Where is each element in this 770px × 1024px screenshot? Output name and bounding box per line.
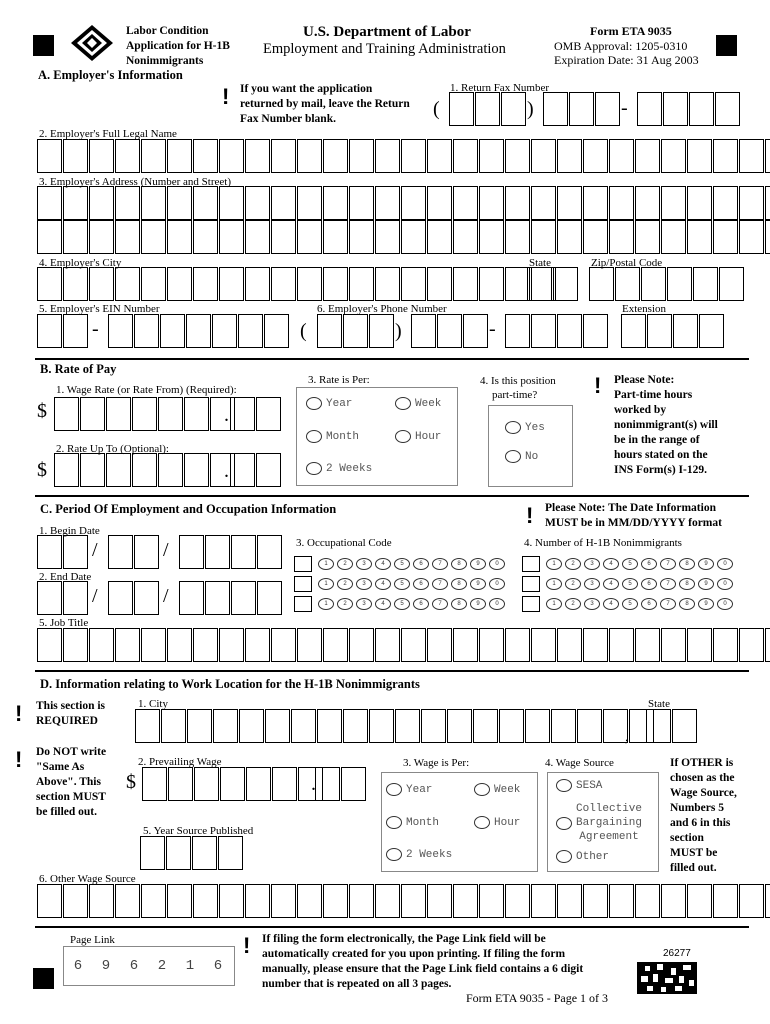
digit-bubble[interactable]: 7 [660,598,676,610]
note-line: chosen as the [670,772,735,784]
digit-box[interactable] [522,576,540,592]
digit-bubble[interactable]: 6 [641,598,657,610]
date-separator: / [92,539,98,561]
agency-name: Employment and Training Administration [263,41,506,57]
fax-area-code-input[interactable] [449,92,527,126]
page-link-digit: 6 [129,958,139,974]
title-line: Labor Condition [126,25,209,37]
rate-per-label: 3. Rate is Per: [308,374,370,386]
digit-bubble[interactable]: 8 [451,578,467,590]
legal-name-label: 2. Employer's Full Legal Name [39,128,177,140]
digit-bubble[interactable]: 0 [717,598,733,610]
rate-hour-radio[interactable] [395,430,441,443]
page-footer: Form ETA 9035 - Page 1 of 3 [466,991,609,1005]
department-name: U.S. Department of Labor [303,24,471,40]
digit-bubble[interactable]: 4 [375,578,391,590]
prevailing-wage-input[interactable] [142,767,324,801]
digit-bubble[interactable]: 5 [622,578,638,590]
digit-bubble[interactable]: 9 [470,578,486,590]
dash: - [489,318,496,340]
comma: , [625,728,629,745]
note-line: filled out. [670,862,717,874]
section-divider [35,358,749,360]
exclamation-icon: ! [15,701,23,726]
digit-bubble[interactable]: 2 [565,578,581,590]
digit-bubble[interactable]: 6 [413,598,429,610]
digit-row [294,596,508,612]
note-line: nonimmigrant(s) will [614,419,718,431]
digit-bubble[interactable]: 4 [375,598,391,610]
digit-bubble[interactable]: 1 [546,558,562,570]
phone-prefix-input[interactable] [411,314,489,348]
address-line1-input[interactable] [37,186,770,220]
digit-box[interactable] [294,596,312,612]
phone-area-code-input[interactable] [317,314,395,348]
page-link-digit: 9 [101,958,111,974]
registration-mark [716,35,737,56]
digit-bubble[interactable]: 2 [337,598,353,610]
note-line: hours stated on the [614,449,708,461]
note-line: REQUIRED [36,715,98,727]
begin-day-input[interactable] [108,535,160,569]
digit-bubble[interactable]: 1 [318,578,334,590]
phone-label: 6. Employer's Phone Number [317,303,447,315]
decimal-point: . [311,773,316,795]
wage-per-label: 3. Wage is Per: [403,757,470,769]
digit-bubble[interactable]: 2 [337,578,353,590]
zip-label: Zip/Postal Code [591,257,663,269]
digit-bubble[interactable]: 6 [413,558,429,570]
prevailing-wage-label: 2. Prevailing Wage [138,756,222,768]
label-line: 4. Is this position [480,375,556,387]
note-line: This section is [36,700,106,712]
note-line: section [670,832,704,844]
dol-seal-icon [70,24,114,62]
exclamation-icon: ! [594,373,602,398]
end-day-input[interactable] [108,581,160,615]
dollar-sign: $ [126,771,136,793]
digit-box[interactable] [522,596,540,612]
digit-bubble[interactable]: 9 [470,598,486,610]
note-line: MUST be [670,847,718,859]
digit-bubble[interactable]: 3 [356,578,372,590]
digit-bubble[interactable]: 9 [698,558,714,570]
note-line: section MUST [36,791,106,803]
digit-bubble[interactable]: 7 [432,598,448,610]
form-number: Form ETA 9035 [590,24,672,38]
note-line: Wage Source, [670,787,737,799]
option-label: Other [576,850,610,863]
option-label: Year [326,397,353,410]
part-time-note [614,373,718,478]
digit-bubble[interactable]: 4 [603,558,619,570]
paren-open: ( [433,98,440,120]
note-line: returned by mail, leave the Return [240,98,410,110]
page-link-digit: 2 [157,958,167,974]
fax-line-input[interactable] [637,92,741,126]
option-label: 2 Weeks [326,462,373,475]
rate-month-radio[interactable] [306,430,359,443]
digit-bubble[interactable]: 9 [698,578,714,590]
work-city-input[interactable] [135,709,655,743]
digit-bubble[interactable]: 5 [394,598,410,610]
exclamation-icon: ! [222,84,230,109]
digit-bubble[interactable]: 5 [394,558,410,570]
digit-box[interactable] [294,556,312,572]
wage-source-label: 4. Wage Source [545,757,614,769]
city-input[interactable] [37,267,557,301]
page-link-digit: 1 [185,958,195,974]
option-label: Hour [415,430,442,443]
job-title-input[interactable] [37,628,770,662]
digit-bubble[interactable]: 9 [470,558,486,570]
other-source-note [670,756,737,876]
option-label: No [525,450,539,463]
title-line: Application for H-1B [126,40,230,52]
end-date-label: 2. End Date [39,571,92,583]
job-title-label: 5. Job Title [39,617,89,629]
section-d-title: D. Information relating to Work Location for the H-1B Nonimmigrants [40,677,420,691]
section-divider [35,495,749,497]
note-line: Part-time hours [614,389,693,401]
wage-rate-label: 1. Wage Rate (or Rate From) (Required): [56,384,237,396]
digit-bubble[interactable]: 4 [375,558,391,570]
decimal-point: . [224,460,229,482]
digit-bubble[interactable]: 5 [622,598,638,610]
note-line: INS Form(s) I-129. [614,464,707,476]
note-line: and 6 in this [670,817,731,829]
note-line: manually, please ensure that the Page Link field contains a 6 digit [262,963,584,975]
option-label: SESA [576,779,603,792]
end-year-input[interactable] [179,581,283,615]
option-label: Hour [494,816,521,829]
note-line: worked by [614,404,667,416]
wage-source-other-radio[interactable] [556,850,609,863]
date-separator: / [163,585,169,607]
barcode-icon [637,962,697,994]
digit-bubble[interactable]: 2 [337,558,353,570]
note-line: Above". This [36,776,101,788]
date-separator: / [163,539,169,561]
note-line: If you want the application [240,83,373,95]
rate-2weeks-radio[interactable] [306,462,372,475]
form-short-title [126,24,230,69]
digit-bubble[interactable]: 1 [318,558,334,570]
omb-approval: OMB Approval: 1205-0310 [554,39,688,53]
year-source-input[interactable] [140,836,244,870]
digit-bubble[interactable]: 0 [489,578,505,590]
part-time-no-radio[interactable] [505,450,538,463]
ein-suffix-input[interactable] [108,314,290,348]
num-nonimmigrants-label: 4. Number of H-1B Nonimmigrants [524,537,682,549]
paren-close: ) [527,98,534,120]
wage-source-collective-radio[interactable] [556,802,642,844]
rate-year-radio[interactable] [306,397,352,410]
exclamation-icon: ! [243,933,251,958]
digit-bubble[interactable]: 4 [603,578,619,590]
paren-open: ( [300,320,307,342]
year-source-label: 5. Year Source Published [143,825,254,837]
wage-week-radio[interactable] [474,783,520,796]
digit-bubble[interactable]: 5 [622,558,638,570]
address-label: 3. Employer's Address (Number and Street) [39,176,231,188]
digit-bubble[interactable]: 5 [394,578,410,590]
section-divider [35,926,749,928]
exclamation-icon: ! [526,503,534,528]
ein-prefix-input[interactable] [37,314,89,348]
note-line: Please Note: [614,374,675,386]
wage-year-radio[interactable] [386,783,432,796]
paren-close: ) [395,320,402,342]
note-line: automatically created for you upon printing. If filing the form [262,948,566,960]
digit-row [522,596,736,612]
digit-bubble[interactable]: 3 [584,598,600,610]
dollar-sign: $ [37,400,47,422]
fax-prefix-input[interactable] [543,92,621,126]
rate-up-to-label: 2. Rate Up To (Optional): [56,443,169,455]
work-city-label: 1. City [138,698,168,710]
exclamation-icon: ! [15,747,23,772]
option-label: Month [406,816,440,829]
expiration-date: Expiration Date: 31 Aug 2003 [554,53,699,67]
digit-bubble[interactable]: 8 [679,578,695,590]
dash: - [92,318,99,340]
date-format-note [545,501,722,531]
address-line2-input[interactable] [37,220,770,254]
note-line: Numbers 5 [670,802,724,814]
barcode-number: 26277 [663,948,691,959]
date-separator: / [92,585,98,607]
digit-bubble[interactable]: 4 [603,598,619,610]
city-label: 4. Employer's City [39,257,122,269]
wage-2weeks-radio[interactable] [386,848,452,861]
wage-rate-cents-input[interactable] [230,397,282,431]
digit-bubble[interactable]: 6 [641,578,657,590]
same-as-note [36,745,106,820]
digit-bubble[interactable]: 3 [356,598,372,610]
note-line: MUST be in MM/DD/YYYY format [545,517,722,529]
section-b-title: B. Rate of Pay [40,362,117,376]
registration-mark [33,35,54,56]
digit-bubble[interactable]: 0 [489,598,505,610]
prevailing-wage-cents-input[interactable] [315,767,367,801]
wage-source-sesa-radio[interactable] [556,779,602,792]
part-time-label [480,374,556,402]
digit-bubble[interactable]: 0 [717,578,733,590]
phone-line-input[interactable] [505,314,609,348]
digit-bubble[interactable]: 1 [546,598,562,610]
rate-up-to-input[interactable] [54,453,236,487]
other-source-label: 6. Other Wage Source [39,873,136,885]
digit-bubble[interactable]: 6 [413,578,429,590]
section-c-title: C. Period Of Employment and Occupation Information [40,502,337,516]
note-line: number that is repeated on all 3 pages. [262,978,452,990]
decimal-point: . [224,404,229,426]
work-state-input[interactable] [646,709,698,743]
required-note [36,699,105,729]
page-link-note [262,932,583,992]
digit-bubble[interactable]: 8 [679,558,695,570]
begin-month-input[interactable] [37,535,89,569]
page-link-field[interactable] [63,946,235,986]
rate-week-radio[interactable] [395,397,441,410]
digit-bubble[interactable]: 7 [660,558,676,570]
option-label: Week [494,783,521,796]
dollar-sign: $ [37,459,47,481]
wage-month-radio[interactable] [386,816,439,829]
wage-rate-input[interactable] [54,397,236,431]
digit-bubble[interactable]: 9 [698,598,714,610]
digit-bubble[interactable]: 0 [717,558,733,570]
legal-name-input[interactable] [37,139,770,173]
section-divider [35,670,749,672]
begin-year-input[interactable] [179,535,283,569]
digit-bubble[interactable]: 3 [584,558,600,570]
digit-bubble[interactable]: 7 [432,578,448,590]
title-line: Nonimmigrants [126,55,204,67]
page-link-digit: 6 [73,958,83,974]
work-state-label: State [648,698,670,710]
digit-bubble[interactable]: 8 [679,598,695,610]
page-link-digit: 6 [213,958,223,974]
zip-input[interactable] [589,267,745,301]
occupational-code-label: 3. Occupational Code [296,537,392,549]
option-label: Week [415,397,442,410]
digit-row [522,576,736,592]
rate-up-to-cents-input[interactable] [230,453,282,487]
part-time-yes-radio[interactable] [505,421,545,434]
section-a-title: A. Employer's Information [38,68,183,82]
option-label: 2 Weeks [406,848,453,861]
extension-input[interactable] [621,314,725,348]
digit-bubble[interactable]: 8 [451,598,467,610]
registration-mark [33,968,54,989]
extension-label: Extension [622,303,666,315]
digit-bubble[interactable]: 3 [584,578,600,590]
digit-row [522,556,736,572]
return-fax-label: 1. Return Fax Number [450,82,549,94]
option-label: Year [406,783,433,796]
ein-label: 5. Employer's EIN Number [39,303,160,315]
begin-date-label: 1. Begin Date [39,525,100,537]
note-line: Please Note: The Date Information [545,502,716,514]
page-link-label: Page Link [70,934,115,946]
end-month-input[interactable] [37,581,89,615]
digit-box[interactable] [294,576,312,592]
state-input[interactable] [527,267,579,301]
digit-bubble[interactable]: 8 [451,558,467,570]
option-label: Yes [525,421,545,434]
digit-bubble[interactable]: 1 [318,598,334,610]
digit-bubble[interactable]: 2 [565,598,581,610]
fax-note [240,82,410,127]
option-label: Collective Bargaining Agreement [576,803,643,843]
other-source-input[interactable] [37,884,770,918]
digit-bubble[interactable]: 7 [660,578,676,590]
part-time-panel [488,405,573,487]
digit-bubble[interactable]: 1 [546,578,562,590]
wage-hour-radio[interactable] [474,816,520,829]
note-line: If OTHER is [670,757,734,769]
note-line: If filing the form electronically, the Page Link field will be [262,933,546,945]
digit-row [294,556,508,572]
note-line: be in the range of [614,434,700,446]
digit-row [294,576,508,592]
digit-bubble[interactable]: 0 [489,558,505,570]
digit-bubble[interactable]: 7 [432,558,448,570]
dash: - [621,97,628,119]
note-line: Fax Number blank. [240,113,336,125]
option-label: Month [326,430,360,443]
digit-box[interactable] [522,556,540,572]
digit-bubble[interactable]: 3 [356,558,372,570]
state-label: State [529,257,551,269]
digit-bubble[interactable]: 2 [565,558,581,570]
note-line: "Same As [36,761,85,773]
digit-bubble[interactable]: 6 [641,558,657,570]
note-line: be filled out. [36,806,98,818]
label-line: part-time? [492,389,538,401]
note-line: Do NOT write [36,746,107,758]
